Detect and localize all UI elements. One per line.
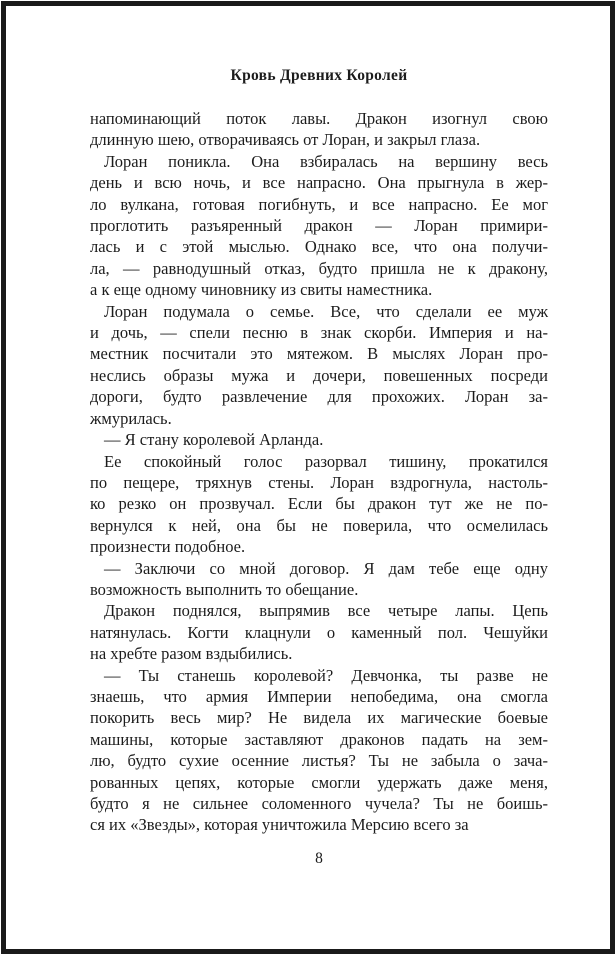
text-line: а к еще одному чиновнику из свиты наместника. [90,280,433,300]
text-line: — Ты станешь королевой? Девчонка, ты разве не [104,665,548,685]
text-line: жмурилась. [90,408,172,428]
text-line: день и всю ночь, и все напрасно. Она прыгнула в жер- [90,173,548,193]
page-body [90,108,548,836]
text-line: ла, — равнодушный отказ, будто пришла не к дракону, [90,258,548,278]
text-line: длинную шею, отворачиваясь от Лоран, и закрыл глаза. [90,130,481,150]
text-line: Лоран поникла. Она взбиралась на вершину весь [104,151,548,171]
text-line: напоминающий поток лавы. Дракон изогнул свою [90,109,548,128]
text-line: знаешь, что армия Империи непобедима, она смогла [90,686,548,706]
text-line: проглотить разъяренный дракон — Лоран примири- [90,216,548,236]
text-line: Дракон поднялся, выпрямив все четыре лапы. Цепь [104,601,548,621]
text-line: лась и с этой мыслью. Однако все, что она получи- [90,237,548,257]
text-line: машины, которые заставляют драконов падать на зем- [90,729,548,749]
text-line: вернулся к ней, она бы не поверила, что осмелилась [90,515,548,535]
text-line: возможность выполнить то обещание. [90,579,359,599]
text-line: — Заключи со мной договор. Я дам тебе еще одну [104,558,548,578]
text-line: будто я не сильнее соломенного чучела? Ты не боишь- [90,794,548,813]
page-number: 8 [315,850,323,867]
text-line: произнести подобное. [90,537,246,557]
text-line: Лоран подумала о семье. Все, что сделали ее муж [104,301,548,321]
text-line: ко резко он прозвучал. Если бы дракон тут же не по- [90,494,548,514]
text-line: на хребте разом вздыбились. [90,644,293,664]
paragraph [90,429,548,450]
text-line: рованных цепях, которые смогли удержать даже меня, [90,772,548,792]
paragraph [90,665,548,836]
text-line: ло вулкана, готовая погибнуть, и все напрасно. Ее мог [90,194,548,214]
text-line: дороги, будто развлечение для прохожих. Лоран за- [90,387,548,407]
text-line: по пещере, тряхнув стены. Лоран вздрогнула, настоль- [90,472,548,492]
paragraph [90,151,548,301]
text-line: местник посчитали это мятежом. В мыслях Лоран про- [90,344,548,364]
text-line: лю, будто сухие осенние листья? Ты не забыла о зача- [90,751,548,771]
text-line: натянулась. Когти клацнули о каменный пол. Чешуйки [90,622,548,642]
paragraph [90,600,548,664]
text-line: Ее спокойный голос разорвал тишину, прокатился [104,451,548,471]
text-line: покорить весь мир? Не видела их магические боевые [90,708,548,728]
paragraph [90,301,548,429]
text-line: и дочь, — спели песню в знак скорби. Империя и на- [90,323,548,343]
running-head-title: Кровь Древних Королей [230,67,408,84]
text-line: ся их «Звезды», которая уничтожила Мерсию всего за [90,815,469,835]
paragraph [90,451,548,558]
text-line: неслись образы мужа и дочери, повешенных посреди [90,365,548,385]
paragraph [90,108,548,151]
paragraph [90,558,548,601]
text-line: — Я стану королевой Арланда. [104,430,324,450]
